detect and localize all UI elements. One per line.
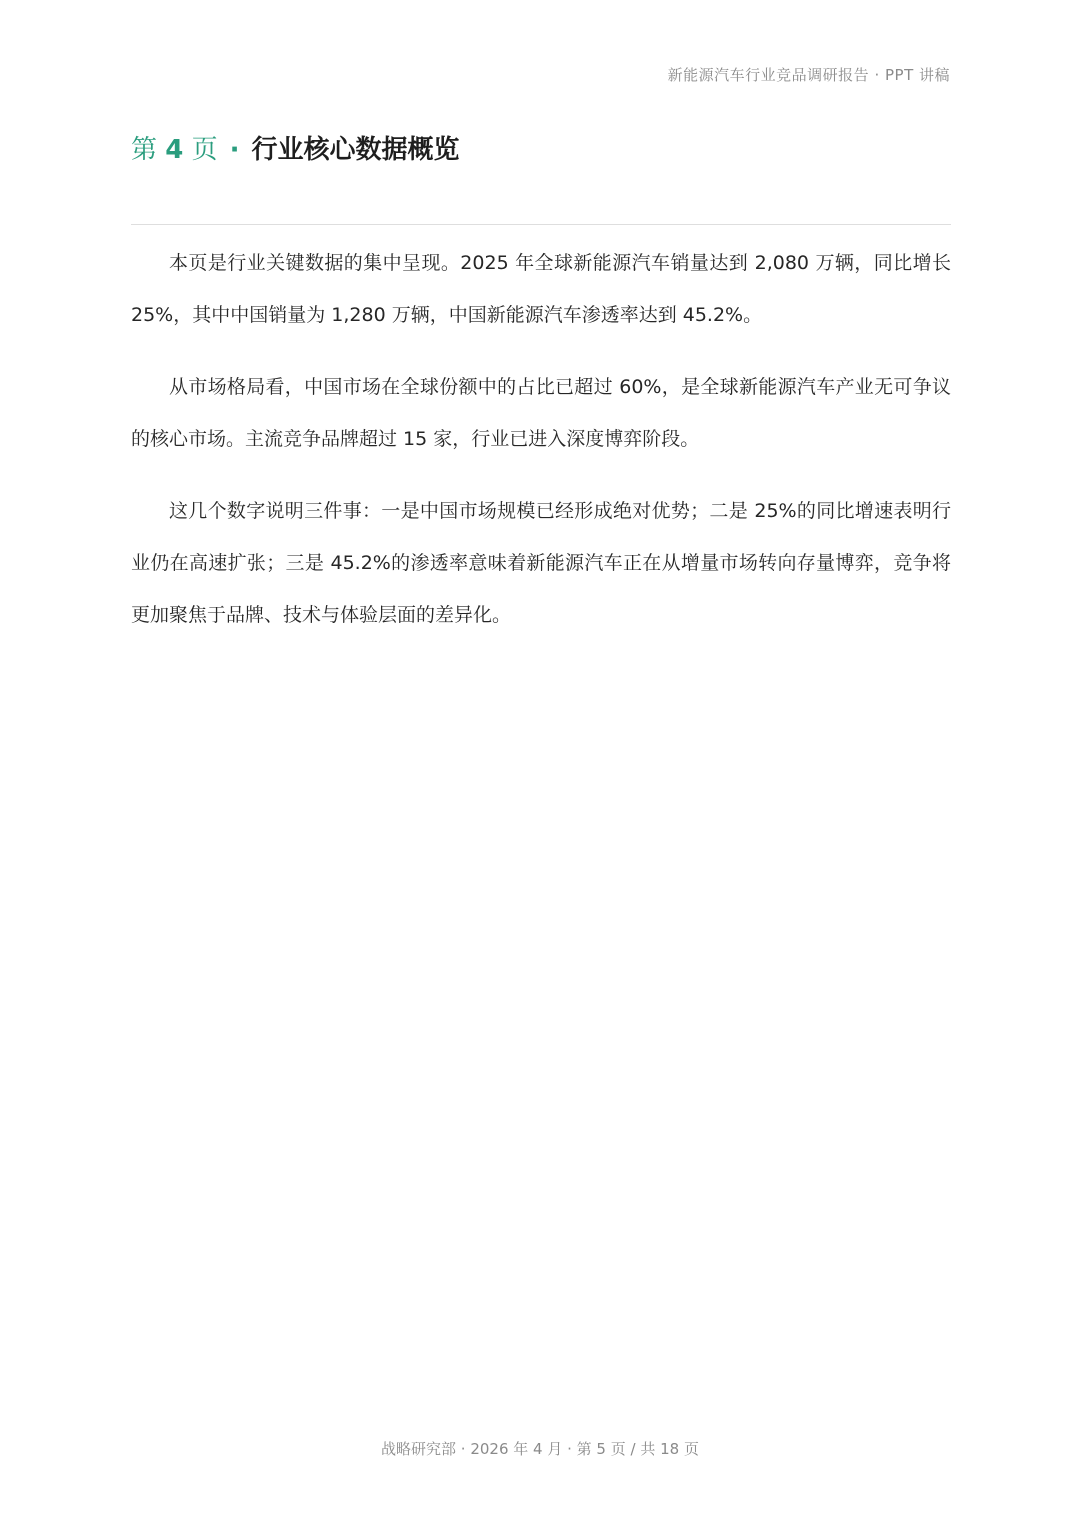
title-prefix-after: 页 <box>191 135 218 165</box>
page-title <box>131 128 460 172</box>
title-prefix-before: 第 <box>131 135 158 165</box>
title-page-number: 4 <box>165 135 184 165</box>
paragraph-2: 从市场格局看，中国市场在全球份额中的占比已超过 60%，是全球新能源汽车产业无可争议的核心市场。主流竞争品牌超过 15 家，行业已进入深度博弈阶段。 <box>131 376 951 450</box>
title-main-text: 行业核心数据概览 <box>251 135 460 165</box>
page-footer: 战略研究部 · 2026 年 4 月 · 第 5 页 / 共 18 页 <box>381 1440 699 1458</box>
title-page-label <box>131 135 218 165</box>
paragraph-3: 这几个数字说明三件事：一是中国市场规模已经形成绝对优势；二是 25%的同比增速表明行业仍在高速扩张；三是 45.2%的渗透率意味着新能源汽车正在从增量市场转向存量博弈，竞争将更加聚焦于品牌、技术与体验层面的差异化。 <box>131 500 951 626</box>
paragraph-1: 本页是行业关键数据的集中呈现。2025 年全球新能源汽车销量达到 2,080 万辆，同比增长 25%，其中中国销量为 1,280 万辆，中国新能源汽车渗透率达到 45.2%。 <box>131 252 951 326</box>
body-text <box>131 237 951 661</box>
title-divider <box>131 224 951 225</box>
title-separator: · <box>229 135 240 165</box>
running-header: 新能源汽车行业竞品调研报告 · PPT 讲稿 <box>667 66 950 84</box>
